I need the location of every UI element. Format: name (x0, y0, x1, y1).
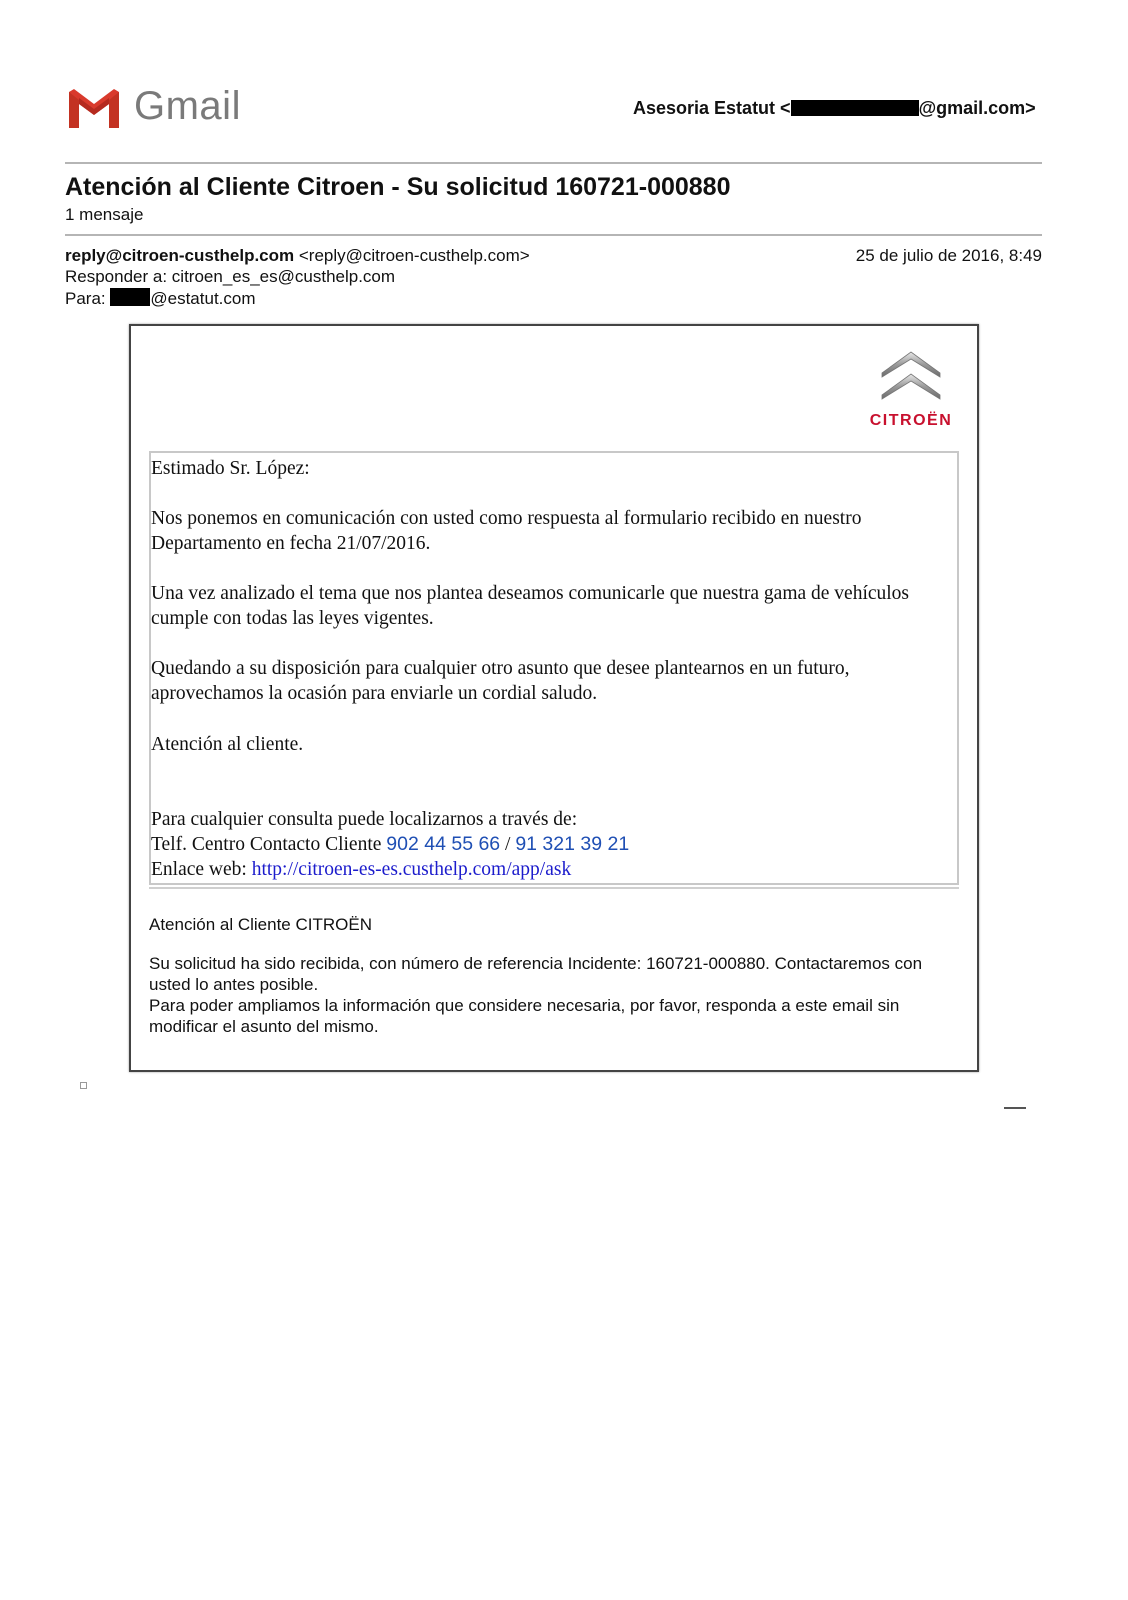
sender-line (65, 246, 530, 266)
page-mark (1004, 1107, 1026, 1109)
web-label: Enlace web: (151, 859, 252, 880)
contact-intro: Para cualquier consulta puede localizarnos a través de: (151, 809, 578, 830)
subject-divider (65, 234, 1042, 236)
body-paragraph-3: Quedando a su disposición para cualquier otro asunto que desee plantearnos en un futuro, aprovechamos la ocasión para enviarle un cordial saludo. (151, 658, 850, 704)
account-prefix: Asesoria Estatut < (633, 98, 791, 118)
phone-link-1[interactable]: 902 44 55 66 (386, 833, 501, 855)
body-divider (149, 887, 959, 889)
phone-separator: / (500, 834, 516, 855)
account-address (633, 98, 1036, 119)
message-date: 25 de julio de 2016, 8:49 (855, 246, 1042, 265)
phone-label: Telf. Centro Contacto Cliente (151, 834, 387, 855)
footer-text-2: Para poder ampliamos la información que considere necesaria, por favor, responda a este email sin modificar el asunto del mismo. (149, 996, 900, 1036)
gmail-logo-icon (65, 86, 123, 130)
sender-address: reply@citroen-custhelp.com (65, 246, 295, 265)
recipient-label: Para: (65, 289, 106, 308)
citroen-logo (862, 347, 960, 427)
greeting: Estimado Sr. López: (151, 458, 310, 479)
contact-phone-line (151, 832, 629, 857)
redaction-bar (791, 100, 919, 116)
web-link[interactable]: http://citroen-es-es.custhelp.com/app/ask (251, 859, 572, 880)
recipient-suffix: @estatut.com (150, 289, 256, 308)
redaction-bar (110, 288, 150, 306)
sender-bracketed: <reply@citroen-custhelp.com> (298, 246, 530, 265)
reply-to-line: Responder a: citroen_es_es@custhelp.com (65, 267, 396, 286)
citroen-logo-text: CITROËN (869, 412, 953, 429)
header-divider (65, 162, 1042, 164)
signoff: Atención al cliente. (151, 734, 304, 755)
gmail-wordmark: Gmail (134, 84, 241, 128)
tracking-pixel-placeholder (80, 1082, 87, 1089)
message-count: 1 mensaje (65, 205, 144, 224)
footer-text-1: Su solicitud ha sido recibida, con número de referencia Incidente: 160721-000880. Contactaremos con usted lo antes posible. (149, 954, 923, 994)
citroen-double-chevron-icon (862, 347, 960, 405)
body-paragraph-1: Nos ponemos en comunicación con usted como respuesta al formulario recibido en nuestro Departamento en fecha 21/07/2016. (151, 508, 862, 554)
recipient-line (65, 288, 256, 309)
contact-web-line (151, 857, 571, 882)
footer-title: Atención al Cliente CITROËN (149, 915, 372, 934)
thread-subject: Atención al Cliente Citroen - Su solicitud 160721-000880 (65, 173, 731, 201)
account-suffix: @gmail.com> (918, 98, 1036, 118)
body-paragraph-2: Una vez analizado el tema que nos plantea deseamos comunicarle que nuestra gama de vehículos cumple con todas las leyes vigentes. (151, 583, 910, 629)
phone-link-2[interactable]: 91 321 39 21 (515, 833, 630, 855)
